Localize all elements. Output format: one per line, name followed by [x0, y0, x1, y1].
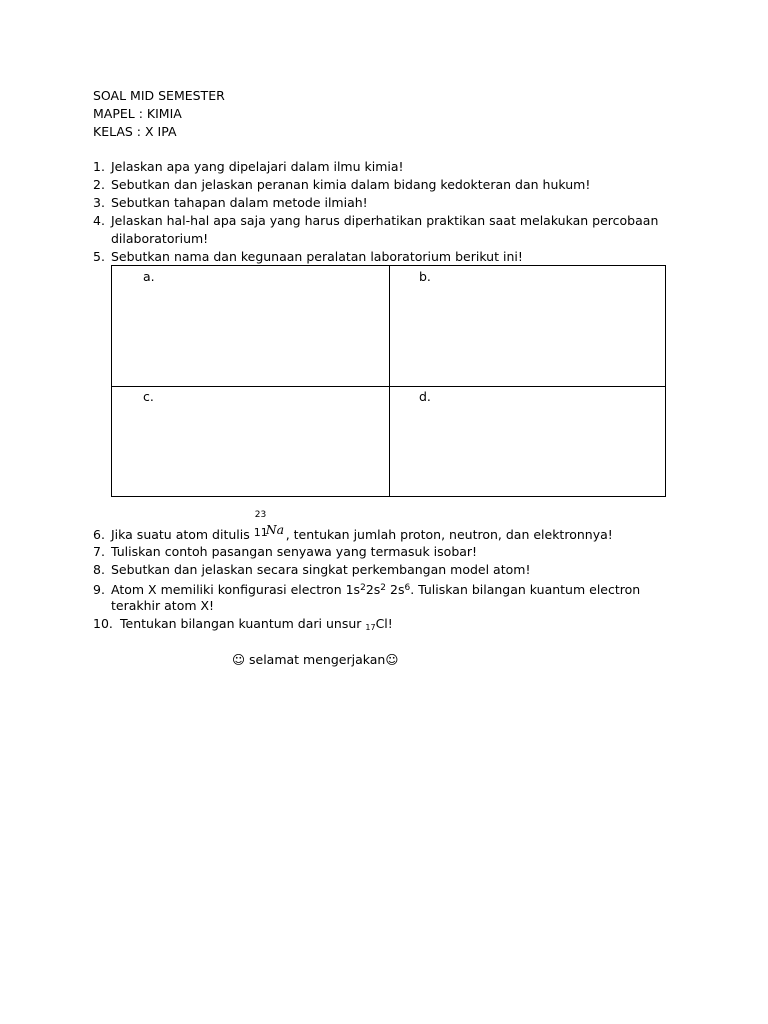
question-text: Sebutkan tahapan dalam metode ilmiah! [111, 195, 368, 210]
question-5 [93, 248, 523, 266]
question-9 [93, 579, 640, 599]
grid-cell-label-c: c. [143, 389, 154, 404]
question-1 [93, 158, 404, 176]
orbital-label: 2s [365, 582, 381, 597]
question-number: 10. [93, 616, 113, 631]
grid-cell-label-b: b. [419, 269, 431, 284]
question-text-rest: . Tuliskan bilangan kuantum electron [410, 582, 641, 597]
grid-cell-label-d: d. [419, 389, 431, 404]
question-8 [93, 561, 530, 579]
question-number: 1. [93, 159, 105, 174]
question-number: 3. [93, 195, 105, 210]
electron-count: 6 [404, 583, 411, 593]
question-number: 8. [93, 562, 105, 577]
atomic-number: 11 [253, 526, 268, 539]
question-number: 5. [93, 249, 105, 264]
electron-count: 2 [380, 583, 387, 593]
subject-line: MAPEL : KIMIA [93, 106, 182, 121]
sodium-isotope-notation [253, 510, 285, 539]
question-3 [93, 194, 368, 212]
question-text: Jika suatu atom ditulis [111, 527, 254, 542]
chlorine-atomic-number: 17 [365, 623, 376, 632]
question-number: 6. [93, 527, 105, 542]
question-text: Jelaskan apa yang dipelajari dalam ilmu kimia! [111, 159, 404, 174]
exam-title: SOAL MID SEMESTER [93, 88, 225, 103]
question-6 [93, 510, 613, 544]
question-text: Sebutkan dan jelaskan secara singkat perkembangan model atom! [111, 562, 531, 577]
question-text-rest: , tentukan jumlah proton, neutron, dan elektronnya! [281, 527, 613, 542]
question-number: 9. [93, 582, 105, 597]
question-2 [93, 176, 590, 194]
grid-divider-horizontal [112, 386, 665, 387]
question-number: 2. [93, 177, 105, 192]
question-text: Tuliskan contoh pasangan senyawa yang termasuk isobar! [111, 544, 478, 559]
question-9-continuation: terakhir atom X! [111, 598, 215, 613]
question-10 [93, 615, 393, 637]
question-text: Sebutkan nama dan kegunaan peralatan laboratorium berikut ini! [111, 249, 523, 264]
question-text: Tentukan bilangan kuantum dari unsur [120, 616, 366, 631]
electron-count: 2 [360, 583, 366, 593]
grid-divider-vertical [389, 266, 390, 496]
mass-number: 23 [254, 510, 267, 520]
class-line: KELAS : X IPA [93, 124, 177, 139]
question-number: 7. [93, 544, 105, 559]
grid-cell-label-a: a. [143, 269, 155, 284]
question-4 [93, 212, 658, 230]
lab-equipment-grid [111, 265, 666, 497]
question-text-rest: Cl! [375, 616, 393, 631]
question-text: Atom X memiliki konfigurasi electron 1s [111, 582, 361, 597]
question-4-continuation: dilaboratorium! [111, 231, 209, 246]
question-number: 4. [93, 213, 105, 228]
question-text: Jelaskan hal-hal apa saja yang harus diperhatikan praktikan saat melakukan percobaan [111, 213, 659, 228]
orbital-label: 2s [386, 582, 405, 597]
element-symbol: Na [265, 522, 285, 537]
question-7 [93, 543, 477, 561]
question-text: Sebutkan dan jelaskan peranan kimia dalam bidang kedokteran dan hukum! [111, 177, 591, 192]
closing-message: ☺ selamat mengerjakan☺ [232, 652, 399, 667]
